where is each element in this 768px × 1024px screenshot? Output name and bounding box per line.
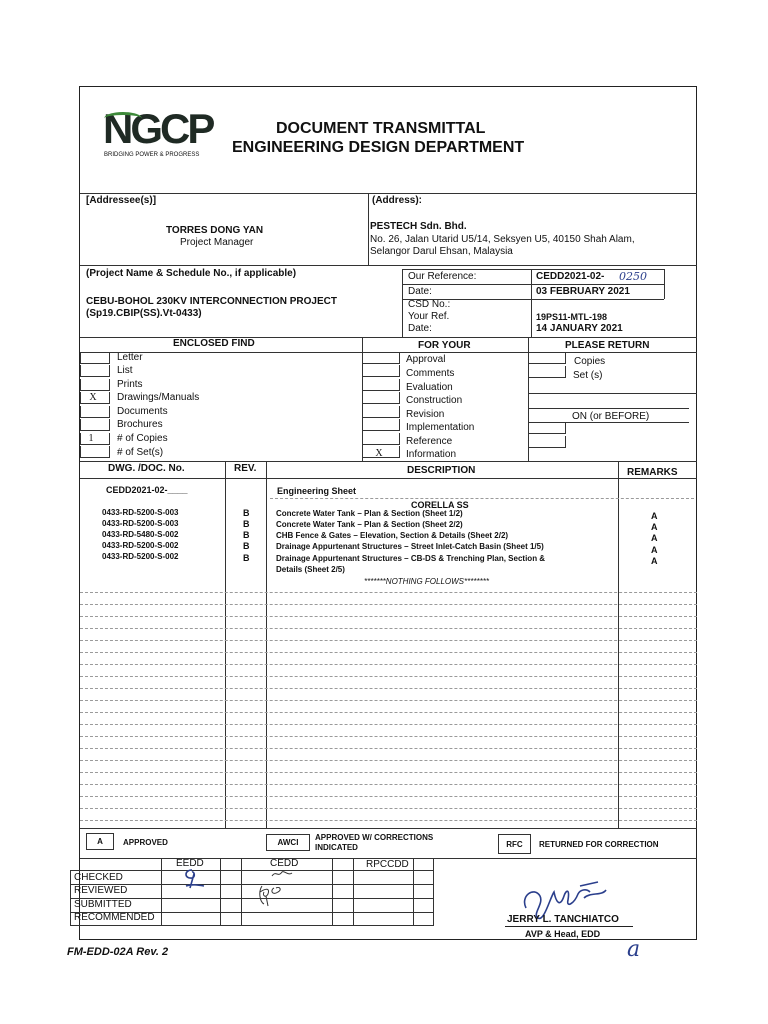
checkbox-implementation[interactable] bbox=[362, 419, 400, 431]
signoff-col-rpccdd: RPCCDD bbox=[366, 859, 409, 870]
row1-no: 0433-RD-5200-S-003 bbox=[102, 508, 179, 517]
addressee-role: Project Manager bbox=[180, 237, 254, 248]
row4-no: 0433-RD-5200-S-002 bbox=[102, 541, 179, 550]
addr-vdivider bbox=[368, 193, 369, 265]
please-return-list bbox=[528, 352, 697, 460]
signatory-underline bbox=[505, 926, 633, 927]
ref-vdivider2 bbox=[531, 269, 532, 337]
row5-no: 0433-RD-5200-S-002 bbox=[102, 552, 179, 561]
checkbox-approval[interactable] bbox=[362, 352, 400, 364]
signoff-col-cedd: CEDD bbox=[270, 858, 299, 869]
legend-a-code: A bbox=[97, 837, 103, 846]
row2-desc: Concrete Water Tank – Plan & Section (Sheet 2/2) bbox=[276, 520, 463, 529]
our-ref-label: Our Reference: bbox=[408, 271, 477, 282]
for-item-revision: Revision bbox=[406, 409, 445, 420]
checkbox-reference[interactable] bbox=[362, 433, 400, 445]
enclosed-find-list bbox=[80, 352, 362, 460]
title-line2: ENGINEERING DESIGN DEPARTMENT bbox=[232, 139, 525, 156]
col-dwg-header: DWG. /DOC. No. bbox=[108, 463, 185, 474]
ref-vdivider1 bbox=[402, 269, 403, 337]
row3-rev: B bbox=[243, 530, 250, 540]
table-rows bbox=[80, 508, 697, 574]
signatory-name: JERRY L. TANCHIATCO bbox=[507, 914, 619, 925]
enclosed-item-documents: Documents bbox=[117, 406, 168, 417]
col-remarks-header: REMARKS bbox=[627, 467, 678, 478]
row4-remark: A bbox=[651, 545, 658, 555]
logo-swoosh bbox=[104, 112, 142, 125]
checkbox-list[interactable] bbox=[80, 365, 110, 377]
our-ref-value: CEDD2021-02- bbox=[536, 271, 605, 282]
mark-copies: 1 bbox=[88, 433, 94, 444]
enclosed-item-drawings: Drawings/Manuals bbox=[117, 392, 200, 403]
row1-desc: Concrete Water Tank – Plan & Section (Sheet 1/2) bbox=[276, 509, 463, 518]
footer-handwritten-mark: a bbox=[627, 937, 641, 962]
enclosed-item-prints: Prints bbox=[117, 379, 143, 390]
copies-box[interactable] bbox=[528, 352, 566, 364]
date-value: 03 FEBRUARY 2021 bbox=[536, 286, 630, 297]
enclosed-item-letter: Letter bbox=[117, 352, 143, 363]
date2-value: 14 JANUARY 2021 bbox=[536, 323, 623, 334]
address-label: (Address): bbox=[372, 195, 423, 206]
checkbox-prints[interactable] bbox=[80, 379, 110, 391]
row5-desc-cont: Details (Sheet 2/5) bbox=[276, 565, 345, 574]
checkbox-evaluation[interactable] bbox=[362, 379, 400, 391]
return-sets: Set (s) bbox=[573, 370, 603, 381]
checkbox-brochures[interactable] bbox=[80, 419, 110, 431]
return-line2 bbox=[528, 408, 689, 409]
for-item-reference: Reference bbox=[406, 436, 453, 447]
address-line2: Selangor Darul Ehsan, Malaysia bbox=[370, 246, 513, 257]
checkbox-revision[interactable] bbox=[362, 406, 400, 418]
enclosed-item-copies: # of Copies bbox=[117, 433, 168, 444]
your-ref-label: Your Ref. bbox=[408, 311, 450, 322]
cedd-initial-2 bbox=[256, 882, 292, 908]
enclosed-find-heading: ENCLOSED FIND bbox=[173, 338, 255, 349]
signoff-row-checked: CHECKED bbox=[74, 872, 123, 883]
col-desc-header: DESCRIPTION bbox=[407, 465, 476, 476]
legend-a-label: APPROVED bbox=[123, 838, 168, 847]
row4-desc: Drainage Appurtenant Structures – Street Inlet-Catch Basin (Sheet 1/5) bbox=[276, 542, 544, 551]
row1-rev: B bbox=[243, 508, 250, 518]
tbl-header-bottom bbox=[80, 478, 697, 479]
legend-rfc-label: RETURNED FOR CORRECTION bbox=[539, 840, 659, 849]
nothing-follows: *******NOTHING FOLLOWS******** bbox=[364, 577, 489, 586]
header-divider bbox=[80, 193, 697, 194]
date2-label: Date: bbox=[408, 323, 432, 334]
signoff-row-submitted: SUBMITTED bbox=[74, 899, 132, 910]
row2-rev: B bbox=[243, 519, 250, 529]
form-number: FM-EDD-02A Rev. 2 bbox=[67, 946, 169, 958]
enclosed-item-brochures: Brochures bbox=[117, 419, 163, 430]
signoff-row-recommended: RECOMMENDED bbox=[74, 912, 155, 923]
cedd-initial-1 bbox=[270, 868, 294, 880]
return-box4 bbox=[528, 436, 566, 448]
return-on-before: ON (or BEFORE) bbox=[572, 411, 650, 422]
mark-drawings: X bbox=[89, 392, 97, 403]
col-rev-header: REV. bbox=[234, 463, 257, 474]
mark-information: X bbox=[375, 448, 383, 459]
signatory-title: AVP & Head, EDD bbox=[525, 929, 601, 939]
for-item-approval: Approval bbox=[406, 354, 446, 365]
legend-awci-label1: APPROVED W/ CORRECTIONS bbox=[315, 833, 434, 842]
logo-text: NGCP bbox=[103, 105, 213, 152]
for-your-heading: FOR YOUR bbox=[418, 340, 471, 351]
sets-box[interactable] bbox=[528, 366, 566, 378]
addr-bottom bbox=[80, 265, 697, 266]
checkbox-sets[interactable] bbox=[80, 446, 110, 458]
eedd-initial bbox=[180, 866, 206, 892]
title-line1: DOCUMENT TRANSMITTAL bbox=[276, 120, 486, 137]
enclosed-item-list: List bbox=[117, 365, 133, 376]
our-ref-handwritten: 0250 bbox=[619, 270, 647, 283]
return-box3 bbox=[528, 422, 566, 434]
for-item-comments: Comments bbox=[406, 368, 455, 379]
tbl-bottom bbox=[80, 828, 697, 829]
checkbox-letter[interactable] bbox=[80, 352, 110, 364]
row5-rev: B bbox=[243, 553, 250, 563]
addressee-name: TORRES DONG YAN bbox=[166, 225, 264, 236]
for-item-information: Information bbox=[406, 449, 457, 460]
signoff-col-eedd: EEDD bbox=[176, 858, 204, 869]
project-schedule: (Sp19.CBIP(SS).Vt-0433) bbox=[86, 308, 202, 319]
address-line1: No. 26, Jalan Utarid U5/14, Seksyen U5, 40150 Shah Alam, bbox=[370, 234, 635, 245]
row5-desc: Drainage Appurtenant Structures – CB-DS & Trenching Plan, Section & bbox=[276, 554, 546, 563]
doc-ref: CEDD2021-02-____ bbox=[106, 485, 188, 495]
return-line1 bbox=[528, 393, 697, 394]
row5-remark: A bbox=[651, 556, 658, 566]
sec-bottom bbox=[80, 461, 697, 462]
legend-awci-label2: INDICATED bbox=[315, 843, 358, 852]
for-item-construction: Construction bbox=[406, 395, 463, 406]
please-return-heading: PLEASE RETURN bbox=[565, 340, 650, 351]
checkbox-comments[interactable] bbox=[362, 365, 400, 377]
row1-remark: A bbox=[651, 511, 658, 521]
project-label: (Project Name & Schedule No., if applicable) bbox=[86, 268, 297, 279]
sheet-type: Engineering Sheet bbox=[277, 486, 357, 496]
return-copies: Copies bbox=[574, 356, 606, 367]
date-label: Date: bbox=[408, 286, 432, 297]
row3-remark: A bbox=[651, 533, 658, 543]
row2-no: 0433-RD-5200-S-003 bbox=[102, 519, 179, 528]
addressee-label: [Addressee(s)] bbox=[86, 195, 157, 206]
enclosed-item-sets: # of Set(s) bbox=[117, 447, 164, 458]
row2-remark: A bbox=[651, 522, 658, 532]
your-ref-value: 19PS11-MTL-198 bbox=[536, 312, 608, 322]
address-company: PESTECH Sdn. Bhd. bbox=[370, 221, 467, 232]
logo-tagline: BRIDGING POWER & PROGRESS bbox=[104, 152, 200, 158]
for-item-implementation: Implementation bbox=[406, 422, 475, 433]
signoff-row-reviewed: REVIEWED bbox=[74, 885, 128, 896]
legend-rfc-code: RFC bbox=[506, 840, 523, 849]
legend-awci-code: AWCI bbox=[277, 838, 299, 847]
project-name: CEBU-BOHOL 230KV INTERCONNECTION PROJECT bbox=[86, 296, 337, 307]
for-your-list bbox=[362, 352, 528, 460]
checkbox-documents[interactable] bbox=[80, 406, 110, 418]
group-name: CORELLA SS bbox=[411, 500, 469, 510]
for-item-evaluation: Evaluation bbox=[406, 382, 453, 393]
ref-line1 bbox=[402, 284, 664, 285]
row3-desc: CHB Fence & Gates – Elevation, Section & Details (Sheet 2/2) bbox=[276, 531, 509, 540]
row3-no: 0433-RD-5480-S-002 bbox=[102, 530, 179, 539]
csd-label: CSD No.: bbox=[408, 299, 451, 310]
ref-right bbox=[664, 269, 665, 299]
row4-rev: B bbox=[243, 541, 250, 551]
checkbox-construction[interactable] bbox=[362, 392, 400, 404]
